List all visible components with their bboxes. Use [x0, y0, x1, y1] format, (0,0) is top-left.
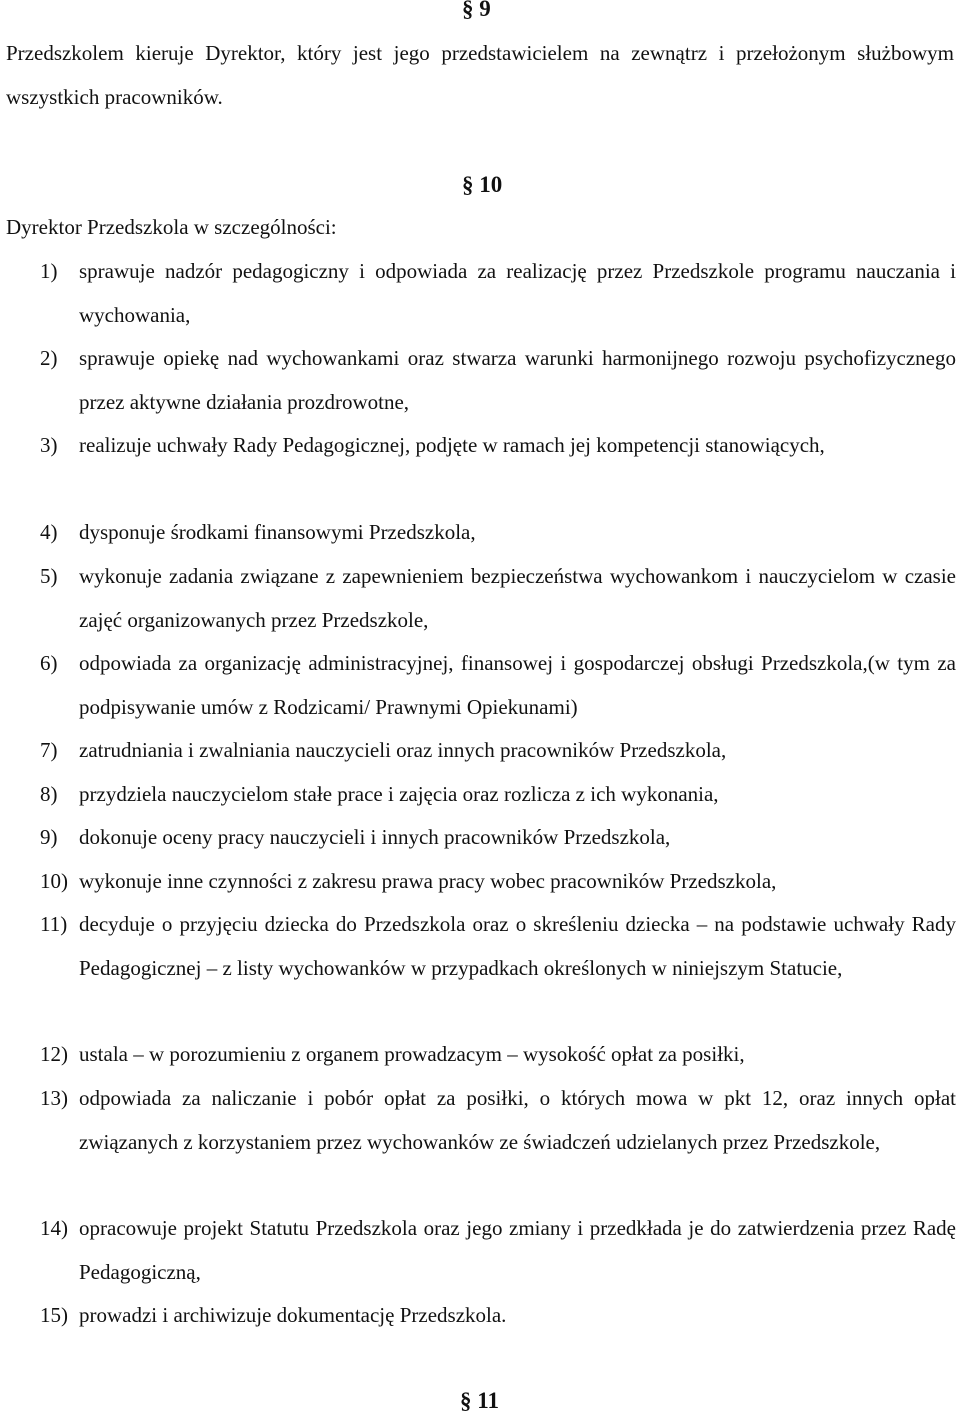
list-item-text: realizuje uchwały Rady Pedagogicznej, podjęte w ramach jej kompetencji stanowiących, — [79, 433, 825, 457]
list-item-number: 10) — [40, 869, 68, 893]
list-item-text: prowadzi i archiwizuje dokumentację Przedszkola. — [79, 1303, 507, 1327]
list-item-text: dokonuje oceny pracy nauczycieli i innych pracowników Przedszkola, — [79, 825, 671, 849]
section-9-paragraph — [6, 32, 954, 119]
list-item — [40, 816, 956, 860]
list-item-number: 2) — [40, 346, 58, 370]
section-symbol: § — [462, 172, 474, 197]
list-item-number: 3) — [40, 433, 58, 457]
list-item-text: decyduje o przyjęciu dziecka do Przedszkola oraz o skreśleniu dziecka – na podstawie uchwały Rady Pedagogicznej – z listy wychowanków w przypadkach określonych w niniejszym Statucie, — [79, 912, 956, 980]
list-item — [40, 1294, 956, 1338]
list-item — [40, 511, 956, 555]
list-item-text: sprawuje nadzór pedagogiczny i odpowiada za realizację przez Przedszkole programu nauczania i wychowania, — [79, 259, 956, 327]
list-item-text: dysponuje środkami finansowymi Przedszkola, — [79, 520, 476, 544]
list-item-number: 15) — [40, 1303, 68, 1327]
list-item — [40, 642, 956, 729]
list-item — [40, 337, 956, 424]
list-item — [40, 250, 956, 337]
section-number: 9 — [479, 0, 491, 21]
section-symbol: § — [460, 1388, 472, 1413]
list-item-number: 12) — [40, 1042, 68, 1066]
list-item-text: wykonuje inne czynności z zakresu prawa pracy wobec pracowników Przedszkola, — [79, 869, 777, 893]
section-heading-9 — [462, 0, 491, 22]
list-item — [40, 555, 956, 642]
list-item — [40, 1077, 956, 1164]
list-item-text: przydziela nauczycielom stałe prace i zajęcia oraz rozlicza z ich wykonania, — [79, 782, 719, 806]
list-item — [40, 773, 956, 817]
section-number: 10 — [479, 172, 503, 197]
list-item-text: odpowiada za naliczanie i pobór opłat za posiłki, o których mowa w pkt 12, oraz innych opłat związanych z korzystaniem przez wychowanków ze świadczeń udzielanych przez Przedszkole, — [79, 1086, 956, 1154]
list-item-number: 11) — [40, 912, 68, 936]
list-item-text: wykonuje zadania związane z zapewnieniem bezpieczeństwa wychowankom i nauczycielom w czasie zajęć organizowanych przez Przedszkole, — [79, 564, 956, 632]
list-item — [40, 424, 956, 468]
list-item-text: zatrudniania i zwalniania nauczycieli oraz innych pracowników Przedszkola, — [79, 738, 727, 762]
list-item — [40, 903, 956, 990]
list-item-number: 1) — [40, 259, 58, 283]
list-item-text: ustala – w porozumieniu z organem prowadzacym – wysokość opłat za posiłki, — [79, 1042, 745, 1066]
section-10-intro: Dyrektor Przedszkola w szczególności: — [6, 215, 337, 239]
list-item — [40, 860, 956, 904]
list-item-number: 7) — [40, 738, 58, 762]
section-heading-11 — [460, 1388, 499, 1414]
list-item-number: 4) — [40, 520, 58, 544]
list-item-text: sprawuje opiekę nad wychowankami oraz stwarza warunki harmonijnego rozwoju psychofizycznego przez aktywne działania prozdrowotne, — [79, 346, 956, 414]
list-item-number: 8) — [40, 782, 58, 806]
list-item-text: opracowuje projekt Statutu Przedszkola oraz jego zmiany i przedkłada je do zatwierdzenia przez Radę Pedagogiczną, — [79, 1216, 956, 1284]
list-item-number: 5) — [40, 564, 58, 588]
list-item-text: odpowiada za organizację administracyjnej, finansowej i gospodarczej obsługi Przedszkola,(w tym za podpisywanie umów z Rodzicami/ Prawnymi Opiekunami) — [79, 651, 956, 719]
section-symbol: § — [462, 0, 474, 21]
list-item — [40, 729, 956, 773]
list-item — [40, 1207, 956, 1294]
section-number: 11 — [477, 1388, 499, 1413]
list-item — [40, 1033, 956, 1077]
section-heading-10 — [462, 172, 502, 198]
list-item-number: 13) — [40, 1086, 68, 1110]
section-9-text: Przedszkolem kieruje Dyrektor, który jest jego przedstawicielem na zewnątrz i przełożonym służbowym wszystkich pracowników. — [6, 41, 954, 109]
list-item-number: 6) — [40, 651, 58, 675]
list-item-number: 9) — [40, 825, 58, 849]
list-item-number: 14) — [40, 1216, 68, 1240]
